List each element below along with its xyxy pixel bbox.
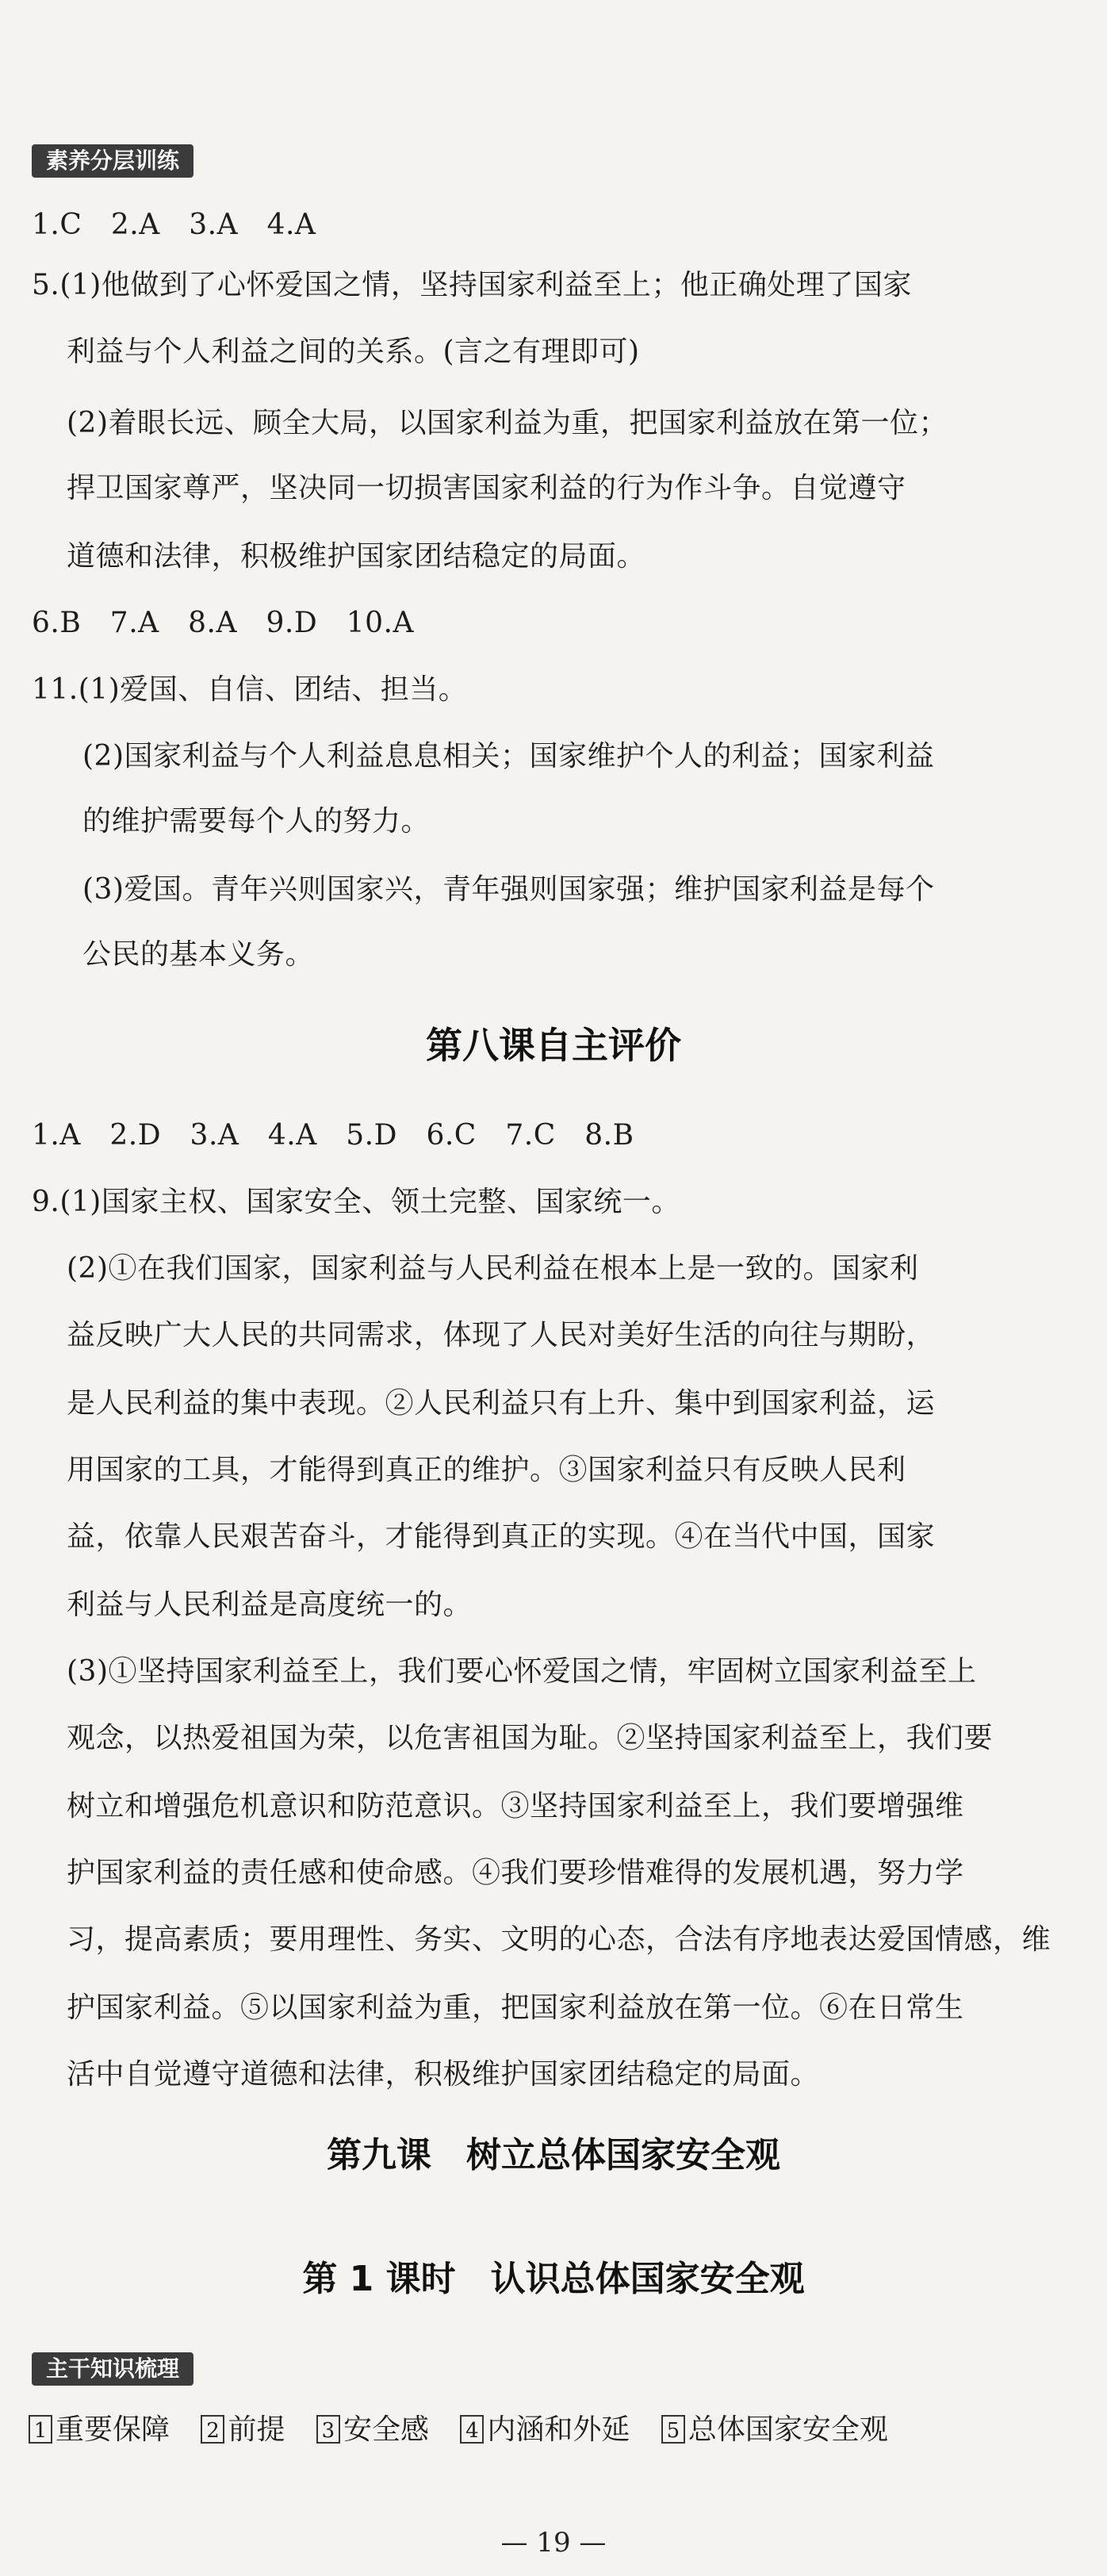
answer-line: 1.C 2.A 3.A 4.A [32, 209, 316, 241]
term-number-box: 5 [661, 2415, 685, 2444]
answer-line: (3)①坚持国家利益至上，我们要心怀爱国之情，牢固树立国家利益至上 [67, 1655, 977, 1688]
key-term [29, 2411, 170, 2449]
answer-line: 9.(1)国家主权、国家安全、领土完整、国家统一。 [32, 1186, 680, 1218]
section-title: 第八课自主评价 [426, 1024, 681, 1067]
key-term [460, 2411, 630, 2449]
answer-line: 用国家的工具，才能得到真正的维护。③国家利益只有反映人民利 [67, 1454, 906, 1486]
page-number: — 19 — [500, 2527, 607, 2559]
answer-line: 的维护需要每个人的努力。 [82, 805, 431, 838]
answer-line: (2)国家利益与个人利益息息相关；国家维护个人的利益；国家利益 [82, 740, 935, 772]
answer-line: 护国家利益的责任感和使命感。④我们要珍惜难得的发展机遇，努力学 [67, 1857, 964, 1889]
answer-line: 益反映广大人民的共同需求，体现了人民对美好生活的向往与期盼， [67, 1319, 936, 1351]
key-term [316, 2411, 429, 2449]
term-text: 总体国家安全观 [688, 2413, 888, 2446]
answer-line: 6.B 7.A 8.A 9.D 10.A [32, 607, 414, 639]
answer-line: 利益与人民利益是高度统一的。 [67, 1589, 473, 1621]
term-number-box: 1 [29, 2415, 52, 2444]
term-text: 前提 [228, 2413, 285, 2446]
answer-line: 道德和法律，积极维护国家团结稳定的局面。 [67, 540, 646, 573]
key-term [201, 2411, 285, 2449]
lesson-title: 第九课 树立总体国家安全观 [327, 2135, 780, 2175]
term-number-box: 2 [201, 2415, 224, 2444]
answer-line: 11.(1)爱国、自信、团结、担当。 [32, 673, 468, 706]
answer-line: (2)①在我们国家，国家利益与人民利益在根本上是一致的。国家利 [67, 1252, 919, 1285]
key-terms-list [29, 2411, 888, 2449]
term-text: 重要保障 [56, 2413, 170, 2446]
term-number-box: 3 [316, 2415, 340, 2444]
answer-line: 捍卫国家尊严，坚决同一切损害国家利益的行为作斗争。自觉遵守 [67, 472, 906, 504]
answer-line: 1.A 2.D 3.A 4.A 5.D 6.C 7.C 8.B [32, 1119, 634, 1152]
term-number-box: 4 [460, 2415, 484, 2444]
key-term [661, 2411, 888, 2449]
answer-line: 利益与个人利益之间的关系。(言之有理即可) [67, 335, 640, 368]
section-tag: 素养分层训练 [32, 144, 193, 178]
answer-line: 习，提高素质；要用理性、务实、文明的心态，合法有序地表达爱国情感，维 [67, 1923, 1051, 1956]
section-tag: 主干知识梳理 [32, 2352, 193, 2386]
answer-line: 公民的基本义务。 [82, 938, 315, 971]
answer-line: 是人民利益的集中表现。②人民利益只有上升、集中到国家利益，运 [67, 1387, 936, 1420]
answer-line: (3)爱国。青年兴则国家兴，青年强则国家强；维护国家利益是每个 [82, 873, 935, 906]
answer-line: 观念，以热爱祖国为荣，以危害祖国为耻。②坚持国家利益至上，我们要 [67, 1722, 994, 1754]
answer-line: (2)着眼长远、顾全大局，以国家利益为重，把国家利益放在第一位； [67, 407, 948, 439]
answer-line: 5.(1)他做到了心怀爱国之情，坚持国家利益至上；他正确处理了国家 [32, 269, 912, 301]
term-text: 安全感 [343, 2413, 429, 2446]
period-title: 第 1 课时 认识总体国家安全观 [302, 2259, 805, 2299]
answer-line: 益，依靠人民艰苦奋斗，才能得到真正的实现。④在当代中国，国家 [67, 1520, 936, 1553]
answer-line: 活中自觉遵守道德和法律，积极维护国家团结稳定的局面。 [67, 2058, 820, 2091]
term-text: 内涵和外延 [487, 2413, 630, 2446]
answer-line: 树立和增强危机意识和防范意识。③坚持国家利益至上，我们要增强维 [67, 1790, 964, 1823]
answer-line: 护国家利益。⑤以国家利益为重，把国家利益放在第一位。⑥在日常生 [67, 1991, 964, 2024]
